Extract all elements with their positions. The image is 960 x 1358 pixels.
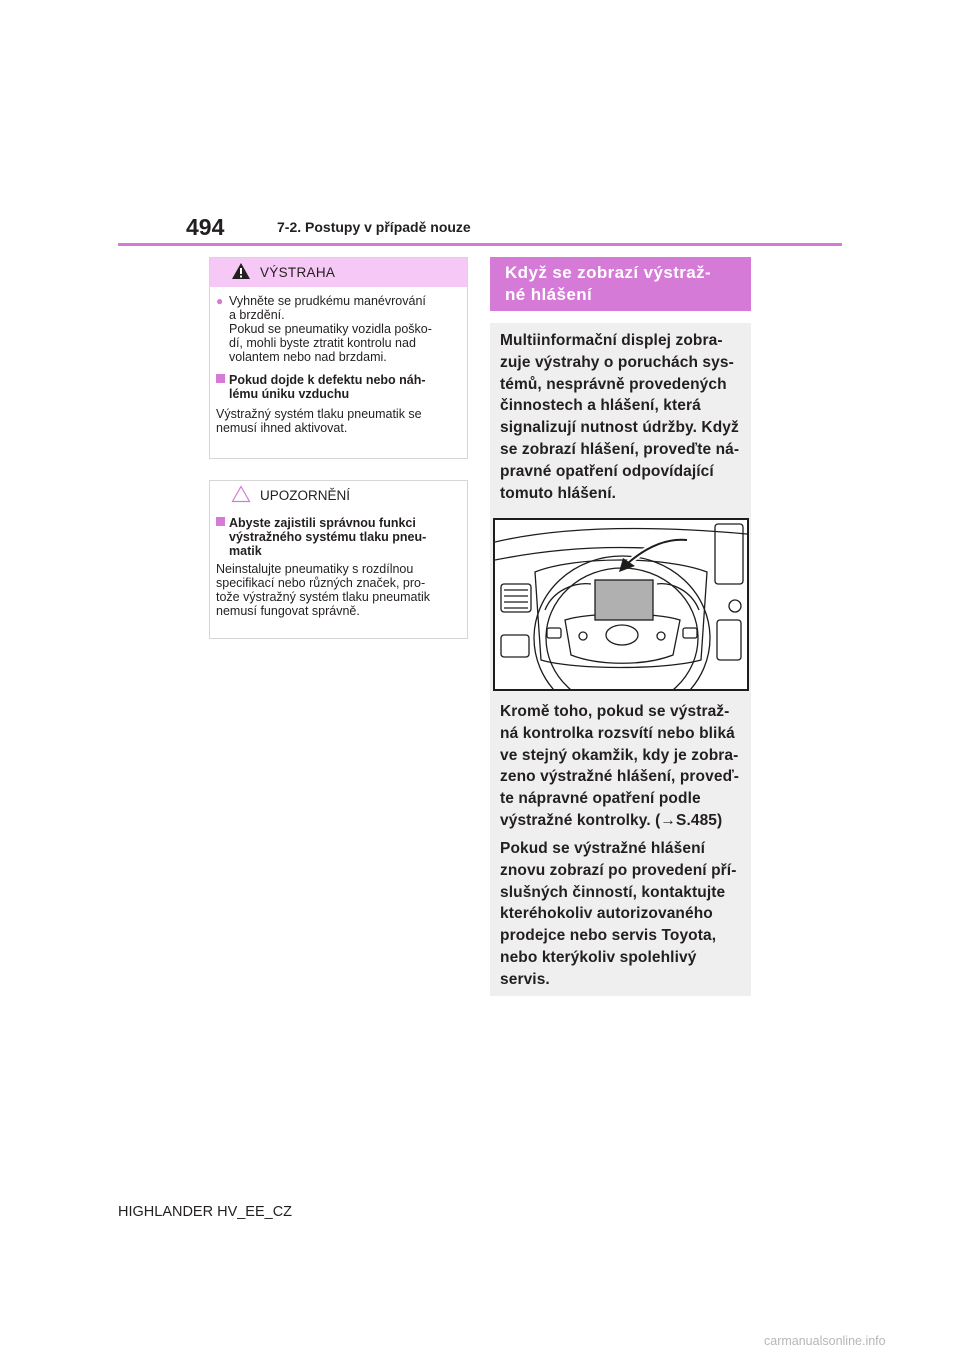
square-bullet-icon (216, 374, 225, 383)
dashboard-illustration (493, 518, 749, 691)
caution-body (216, 516, 461, 618)
warning-triangle-icon (231, 262, 251, 280)
caution-title: UPOZORNĚNÍ (260, 488, 351, 503)
caution-header (210, 481, 467, 510)
second-paragraph: Kromě toho, pokud se výstraž- ná kontrolka rozsvítí nebo bliká ve stejný okamžik, kdy je zobra- zeno výstražné hlášení, proveď- te nápravné opatření podle výstražné kontrolky. (→S.485) (500, 703, 740, 829)
warning-box (209, 257, 468, 459)
page-number: 494 (186, 214, 225, 240)
square-bullet-icon (216, 517, 225, 526)
footer-site: carmanualsonline.info (764, 1334, 886, 1348)
header-rule (118, 243, 842, 246)
caution-paragraph: Neinstalujte pneumatiky s rozdílnou specifikací nebo různých značek, pro- tože výstražný systém tlaku pneumatik nemusí fungovat správně. (216, 562, 430, 618)
section-heading: Když se zobrazí výstraž- né hlášení (490, 257, 751, 311)
warning-body (216, 294, 461, 435)
intro-paragraph: Multiinformační displej zobra- zuje výstrahy o poruchách sys- témů, nesprávně provedených činnostech a hlášení, která signalizují nutnost údržby. Když se zobrazí hlášení, proveďte ná- pravné opatření odpovídající tomuto hlášení. (500, 332, 740, 502)
warning-paragraph: Výstražný systém tlaku pneumatik se nemusí ihned aktivovat. (216, 407, 422, 435)
third-paragraph: Pokud se výstražné hlášení znovu zobrazí po provedení pří- slušných činností, kontaktujte kteréhokoliv autorizovaného prodejce nebo servis Toyota, nebo kterýkoliv spolehlivý servis. (500, 840, 737, 988)
warning-header (210, 258, 467, 287)
caution-triangle-icon (231, 485, 251, 503)
warning-item: ● Vyhněte se prudkému manévrování a brzdění. Pokud se pneumatiky vozidla poško- dí, mohli byste ztratit kontrolu nad volantem nebo nad brzdami. (216, 294, 432, 364)
circle-bullet-icon: ● (216, 294, 224, 308)
section-title: 7-2. Postupy v případě nouze (277, 219, 471, 235)
caution-box (209, 480, 468, 639)
steering-wheel-display-icon (495, 520, 747, 689)
warning-subheading: Pokud dojde k defektu nebo náh- lému úniku vzduchu (216, 373, 461, 401)
warning-title: VÝSTRAHA (260, 265, 336, 280)
footer-model: HIGHLANDER HV_EE_CZ (118, 1204, 293, 1220)
caution-subheading: Abyste zajistili správnou funkci výstražného systému tlaku pneu- matik (216, 516, 461, 558)
